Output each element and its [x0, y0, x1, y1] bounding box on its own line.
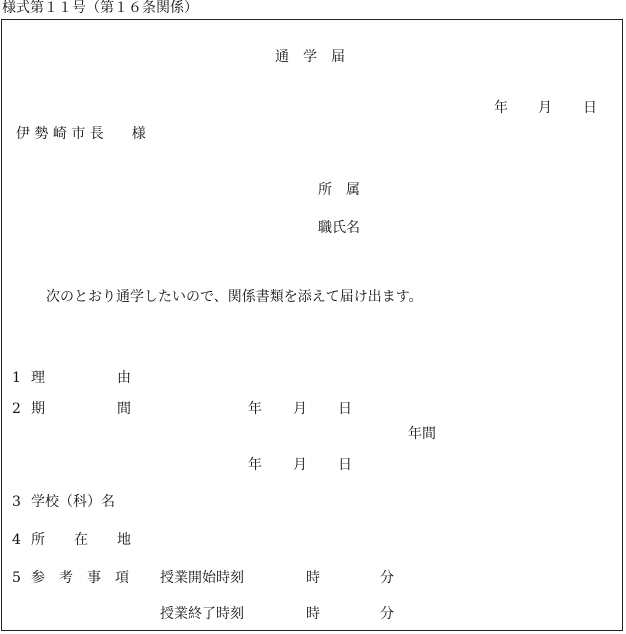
- class-end-label: 授業終了時刻: [160, 606, 244, 622]
- form-title: 通 学 届: [275, 49, 345, 65]
- item-3-number: 3: [12, 494, 21, 510]
- class-end-hour-unit: 時: [306, 606, 320, 622]
- item-2-label-a: 期: [31, 401, 45, 417]
- date-year-unit: 年: [494, 100, 508, 116]
- item-5-number: 5: [12, 570, 21, 586]
- item-4-label-a: 所: [31, 532, 45, 548]
- item-1-label-a: 理: [31, 370, 45, 386]
- period-end-year-unit: 年: [248, 457, 262, 473]
- class-end-minute-unit: 分: [380, 606, 394, 622]
- item-1-number: 1: [12, 370, 21, 386]
- date-day-unit: 日: [583, 100, 597, 116]
- item-4-number: 4: [12, 532, 21, 548]
- addressee: 伊 勢 崎 市 長 様: [16, 126, 146, 142]
- class-start-label: 授業開始時刻: [160, 570, 244, 586]
- item-5-label: 参 考 事 項: [31, 570, 129, 586]
- period-start-day-unit: 日: [338, 401, 352, 417]
- period-start-year-unit: 年: [248, 401, 262, 417]
- applicant-name-label: 職氏名: [318, 220, 360, 236]
- item-4-label-c: 地: [117, 532, 131, 548]
- form-number: 様式第１１号（第１６条関係）: [2, 0, 198, 16]
- affiliation-label: 所 属: [318, 182, 360, 198]
- class-start-minute-unit: 分: [380, 570, 394, 586]
- period-duration-unit: 年間: [408, 426, 436, 442]
- item-1-label-b: 由: [117, 370, 131, 386]
- period-end-month-unit: 月: [293, 457, 307, 473]
- item-2-label-b: 間: [117, 401, 131, 417]
- period-end-day-unit: 日: [338, 457, 352, 473]
- statement: 次のとおり通学したいので、関係書類を添えて届け出ます。: [46, 289, 423, 305]
- date-month-unit: 月: [538, 100, 552, 116]
- item-4-label-b: 在: [74, 532, 88, 548]
- period-start-month-unit: 月: [293, 401, 307, 417]
- item-2-number: 2: [12, 401, 21, 417]
- form-frame: [1, 19, 623, 631]
- class-start-hour-unit: 時: [306, 570, 320, 586]
- item-3-label: 学校（科）名: [31, 494, 115, 510]
